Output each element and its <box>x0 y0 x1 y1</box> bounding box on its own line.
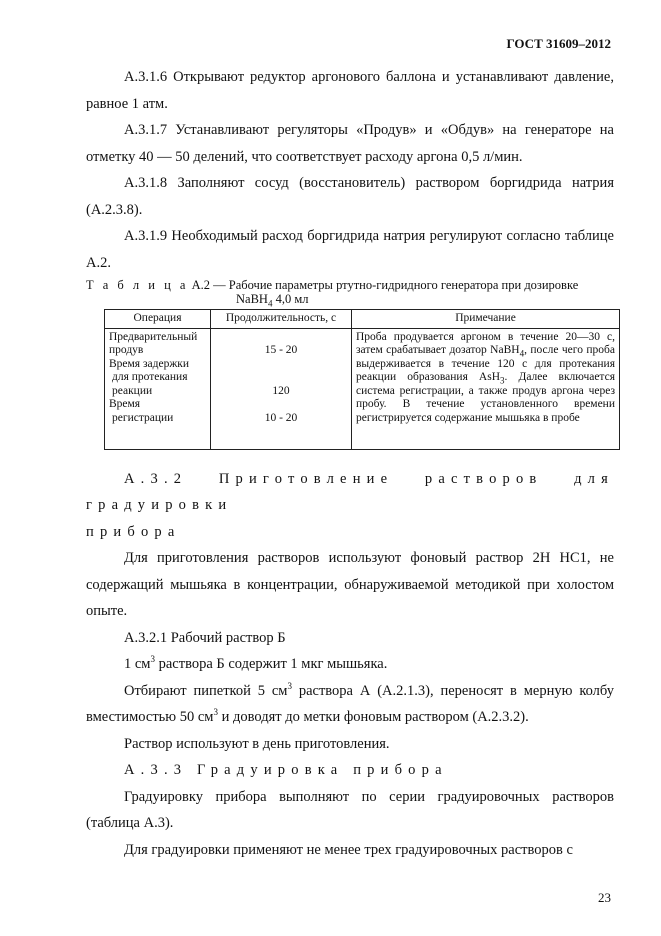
caption-volume: 4,0 мл <box>272 292 309 306</box>
operations-cell <box>105 328 211 449</box>
text: раствора Б содержит 1 мкг мышьяка. <box>155 656 388 672</box>
table-header-operation: Операция <box>105 310 211 329</box>
paragraph-pipette <box>86 678 614 731</box>
table-header-row <box>105 310 620 329</box>
paragraph-background-solution: Для приготовления растворов используют фоновый раствор 2Н НС1, не содержащий мышьяка в концентрации, обнаруживаемой методикой при холостом опыте. <box>86 550 614 619</box>
op-line: для протекания <box>112 371 188 383</box>
text: Отбирают пипеткой 5 см <box>124 682 288 699</box>
note-text: Проба продувается аргоном в течение 20—30 с, затем срабатывает дозатор NaBH <box>356 330 615 356</box>
table-caption-label: Т а б л и ц а <box>86 278 189 292</box>
paragraph-calibration-min: Для градуировки применяют не менее трех градуировочных растворов с <box>124 841 573 858</box>
note-sub: 4 <box>519 348 525 359</box>
table-header-duration: Продолжительность, с <box>211 310 352 329</box>
superscript: 3 <box>213 707 218 718</box>
table-caption-line1 <box>86 278 614 292</box>
page-number: 23 <box>598 890 611 905</box>
section-heading-a33: А.3.3 Градуировка прибора <box>124 762 448 778</box>
op-line: продув <box>109 344 144 356</box>
table-row <box>105 328 620 449</box>
superscript: 3 <box>150 654 155 665</box>
op-line: Время задержки <box>109 357 190 370</box>
text: и доводят до метки фоновым раствором (А.2.3.2). <box>217 709 529 725</box>
section-heading-a32-line2: прибора <box>86 523 181 540</box>
text: раствора А (А.2.1.3), переносят в мерную колбу вместимостью 50 см <box>86 682 614 725</box>
op-line: Предварительный <box>109 330 198 343</box>
duration-value: 120 <box>272 384 290 397</box>
paragraph-usage: Раствор используют в день приготовления. <box>124 735 390 752</box>
duration-value: 15 - 20 <box>264 344 298 356</box>
note-sub: 3 <box>500 375 505 386</box>
duration-value: 10 - 20 <box>264 411 298 424</box>
page-content <box>86 64 614 863</box>
text: 1 см <box>124 656 151 672</box>
table-header-note: Примечание <box>352 310 620 329</box>
paragraph-a318: А.3.1.8 Заполняют сосуд (восстановитель) раствором боргидрида натрия (А.2.3.8). <box>86 175 614 218</box>
caption-formula-sub: 4 <box>267 298 273 309</box>
paragraph-a319: А.3.1.9 Необходимый расход боргидрида натрия регулируют согласно таблице А.2. <box>86 228 614 271</box>
note-text: . Далее включается система регистрации, а также продув аргона через пробу. В течение установленного времени регистрируется содержание мышьяка в пробе <box>356 371 615 424</box>
paragraph-a321: А.3.2.1 Рабочий раствор Б <box>124 629 286 646</box>
note-text: , после чего проба выдерживается в течение 120 с для протекания реакции образования AsH <box>356 344 615 383</box>
note-cell <box>352 328 620 449</box>
caption-formula: NaBH <box>236 292 268 306</box>
section-heading-a32-line1: А.3.2 Приготовление растворов для градуировки <box>86 470 614 513</box>
table-caption <box>86 278 614 309</box>
op-line: реакции <box>112 384 153 397</box>
op-line: регистрации <box>112 411 174 424</box>
superscript: 3 <box>287 680 292 691</box>
table-caption-text: А.2 — Рабочие параметры ртутно-гидридного генератора при дозировке <box>191 278 579 292</box>
op-line: Время <box>109 398 141 410</box>
parameters-table <box>104 309 620 450</box>
paragraph-calibration-series: Градуировку прибора выполняют по серии градуировочных растворов (таблица А.3). <box>86 788 614 831</box>
paragraph-solution-b <box>86 651 614 678</box>
paragraph-a316: А.3.1.6 Открывают редуктор аргонового баллона и устанавливают давление, равное 1 атм. <box>86 69 614 112</box>
durations-cell <box>211 328 352 449</box>
document-header: ГОСТ 31609–2012 <box>506 36 611 51</box>
paragraph-a317: А.3.1.7 Устанавливают регуляторы «Продув» и «Обдув» на генераторе на отметку 40 — 50 делений, что соответствует расходу аргона 0,5 л/мин. <box>86 122 614 165</box>
table-caption-line2 <box>86 292 614 309</box>
